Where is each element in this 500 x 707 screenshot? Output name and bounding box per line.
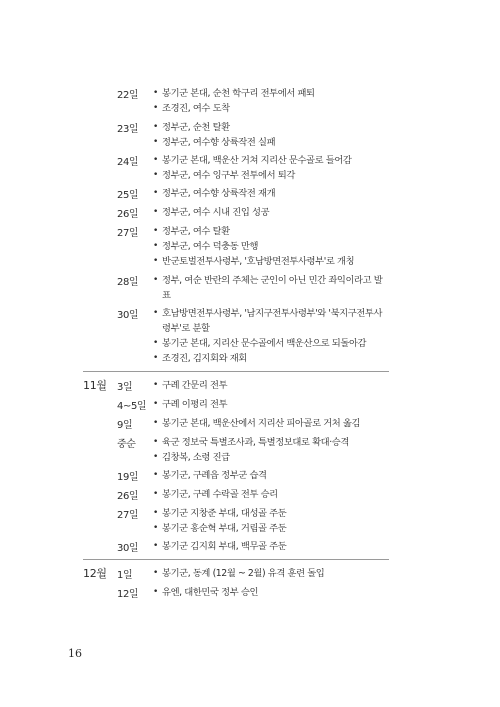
item-text: 육군 정보국 특별조사과, 특별정보대로 확대·승격 xyxy=(162,437,349,448)
bullet: • xyxy=(153,587,158,597)
timeline-entry xyxy=(83,120,389,150)
entry-item xyxy=(153,450,388,465)
bullet: • xyxy=(153,380,158,390)
entry-item xyxy=(153,168,388,183)
entry-day: 19일 xyxy=(117,472,139,483)
entry-item xyxy=(153,468,388,483)
item-text: 정부군, 여수향 상륙작전 실패 xyxy=(162,137,276,148)
entry-day: 3일 xyxy=(117,382,133,393)
entry-item xyxy=(153,273,388,303)
item-text: 정부군, 여수 덕충동 만행 xyxy=(162,241,259,252)
bullet: • xyxy=(153,418,158,428)
bullet: • xyxy=(153,275,158,285)
timeline-section-dec xyxy=(83,566,389,581)
timeline-section-nov xyxy=(83,378,389,393)
entry-item xyxy=(153,186,388,201)
bullet: • xyxy=(153,256,158,266)
timeline-entry xyxy=(83,186,389,201)
entry-day: 30일 xyxy=(117,543,139,554)
entry-day: 26일 xyxy=(117,209,139,220)
entry-day: 22일 xyxy=(117,90,139,101)
item-text: 유엔, 대한민국 정부 승인 xyxy=(162,587,259,598)
item-text: 정부군, 여수 잉구부 전투에서 퇴각 xyxy=(162,170,295,181)
timeline-entry xyxy=(83,273,389,303)
bullet: • xyxy=(153,137,158,147)
bullet: • xyxy=(153,541,158,551)
item-text: 봉기군 본대, 지리산 문수골에서 백운산으로 되돌아감 xyxy=(162,338,367,349)
timeline-entry-group xyxy=(83,153,389,183)
item-text: 호남방면전투사령부, '남지구전투사령부'와 '북지구전투사령부'로 분할 xyxy=(162,308,383,334)
bullet: • xyxy=(153,353,158,363)
item-text: 봉기군 김지회 부대, 백무골 주둔 xyxy=(162,541,287,552)
entry-item xyxy=(153,306,388,336)
bullet: • xyxy=(153,470,158,480)
bullet: • xyxy=(153,122,158,132)
timeline-entry xyxy=(83,306,389,366)
bullet: • xyxy=(153,508,158,518)
timeline-entry xyxy=(83,487,389,502)
entry-item xyxy=(153,487,388,502)
timeline-entry-group xyxy=(83,506,389,536)
timeline-entry xyxy=(83,205,389,220)
timeline-entry-group xyxy=(83,397,389,412)
timeline-entry-group xyxy=(83,435,389,465)
timeline-entry-group xyxy=(83,487,389,502)
item-text: 조경진, 김지회와 재회 xyxy=(162,353,247,364)
bullet: • xyxy=(153,399,158,409)
entry-item xyxy=(153,378,388,393)
timeline-entry xyxy=(83,566,389,581)
item-text: 봉기군, 구례읍 정부군 습격 xyxy=(162,470,267,481)
item-text: 정부군, 여수 탈환 xyxy=(162,226,230,237)
timeline-entry xyxy=(83,86,389,116)
entry-item xyxy=(153,135,388,150)
item-text: 봉기군 지창준 부대, 대성골 주둔 xyxy=(162,508,287,519)
timeline-entry xyxy=(83,506,389,536)
entry-day: 4~5일 xyxy=(117,401,147,412)
entry-item xyxy=(153,153,388,168)
item-text: 구례 이평리 전투 xyxy=(162,399,228,410)
entry-item xyxy=(153,435,388,450)
entry-item xyxy=(153,224,388,239)
entry-item xyxy=(153,351,388,366)
bullet: • xyxy=(153,489,158,499)
bullet: • xyxy=(153,338,158,348)
timeline-entry-group xyxy=(83,205,389,220)
entry-day: 1일 xyxy=(117,570,133,581)
entry-day: 25일 xyxy=(117,190,139,201)
entry-item xyxy=(153,521,388,536)
entry-item xyxy=(153,86,388,101)
entry-item xyxy=(153,416,388,431)
entry-day: 26일 xyxy=(117,491,139,502)
timeline-entry xyxy=(83,378,389,393)
timeline-entry-group xyxy=(83,539,389,554)
bullet: • xyxy=(153,241,158,251)
item-text: 봉기군, 구례 수락골 전투 승리 xyxy=(162,489,278,500)
item-text: 구례 간문리 전투 xyxy=(162,380,228,391)
item-text: 봉기군, 동계 (12월 ~ 2월) 유격 훈련 돌입 xyxy=(162,568,325,579)
timeline-entry xyxy=(83,416,389,431)
timeline-entry-group xyxy=(83,120,389,150)
page-number: 16 xyxy=(68,647,82,660)
timeline-entry-group xyxy=(83,468,389,483)
entry-day: 24일 xyxy=(117,157,139,168)
month-label: 11월 xyxy=(83,379,107,392)
item-text: 봉기군 홍순혁 부대, 거림골 주둔 xyxy=(162,523,287,534)
entry-item xyxy=(153,254,388,269)
timeline-section-oct xyxy=(83,86,389,116)
entry-day: 28일 xyxy=(117,277,139,288)
timeline-entry-group xyxy=(83,306,389,366)
bullet: • xyxy=(153,452,158,462)
entry-item xyxy=(153,397,388,412)
bullet: • xyxy=(153,523,158,533)
entry-day: 23일 xyxy=(117,124,139,135)
entry-day: 27일 xyxy=(117,510,139,521)
bullet: • xyxy=(153,88,158,98)
item-text: 반군토벌전투사령부, '호남방면전투사령부'로 개칭 xyxy=(162,256,355,267)
entry-day: 12일 xyxy=(117,589,139,600)
timeline-entry-group xyxy=(83,273,389,303)
item-text: 봉기군 본대, 백운산 거쳐 지리산 문수골로 들어감 xyxy=(162,155,352,166)
entry-day: 27일 xyxy=(117,228,139,239)
timeline-entry-group xyxy=(83,186,389,201)
timeline-entry xyxy=(83,539,389,554)
bullet: • xyxy=(153,568,158,578)
entry-item xyxy=(153,101,388,116)
entry-item xyxy=(153,239,388,254)
item-text: 봉기군 본대, 백운산에서 지리산 피아골로 거처 옮김 xyxy=(162,418,361,429)
bullet: • xyxy=(153,308,158,318)
timeline-entry-group xyxy=(83,585,389,600)
timeline-entry xyxy=(83,153,389,183)
bullet: • xyxy=(153,226,158,236)
timeline-entry xyxy=(83,468,389,483)
timeline-entry xyxy=(83,397,389,412)
timeline-entry-group xyxy=(83,224,389,269)
item-text: 정부군, 여수 시내 진입 성공 xyxy=(162,207,270,218)
month-label: 12월 xyxy=(83,567,107,580)
bullet: • xyxy=(153,437,158,447)
bullet: • xyxy=(153,170,158,180)
entry-day: 중순 xyxy=(117,439,136,450)
bullet: • xyxy=(153,155,158,165)
item-text: 정부군, 여수향 상륙작전 재개 xyxy=(162,188,276,199)
entry-item xyxy=(153,120,388,135)
item-text: 정부, 여순 반란의 주체는 군인이 아닌 민간 좌익이라고 발표 xyxy=(162,275,383,301)
timeline-entry xyxy=(83,224,389,269)
bullet: • xyxy=(153,188,158,198)
bullet: • xyxy=(153,207,158,217)
month-divider xyxy=(83,559,389,560)
timeline-entry xyxy=(83,435,389,465)
item-text: 봉기군 본대, 순천 학구리 전투에서 패퇴 xyxy=(162,88,315,99)
timeline-entry-group xyxy=(83,416,389,431)
entry-day: 30일 xyxy=(117,310,139,321)
entry-item xyxy=(153,539,388,554)
bullet: • xyxy=(153,103,158,113)
entry-item xyxy=(153,506,388,521)
entry-item xyxy=(153,585,388,600)
entry-item xyxy=(153,566,388,581)
entry-day: 9일 xyxy=(117,420,133,431)
entry-item xyxy=(153,336,388,351)
month-divider xyxy=(83,371,389,372)
item-text: 김창복, 소령 진급 xyxy=(162,452,230,463)
timeline-entry xyxy=(83,585,389,600)
item-text: 정부군, 순천 탈환 xyxy=(162,122,230,133)
item-text: 조경진, 여수 도착 xyxy=(162,103,230,114)
entry-item xyxy=(153,205,388,220)
